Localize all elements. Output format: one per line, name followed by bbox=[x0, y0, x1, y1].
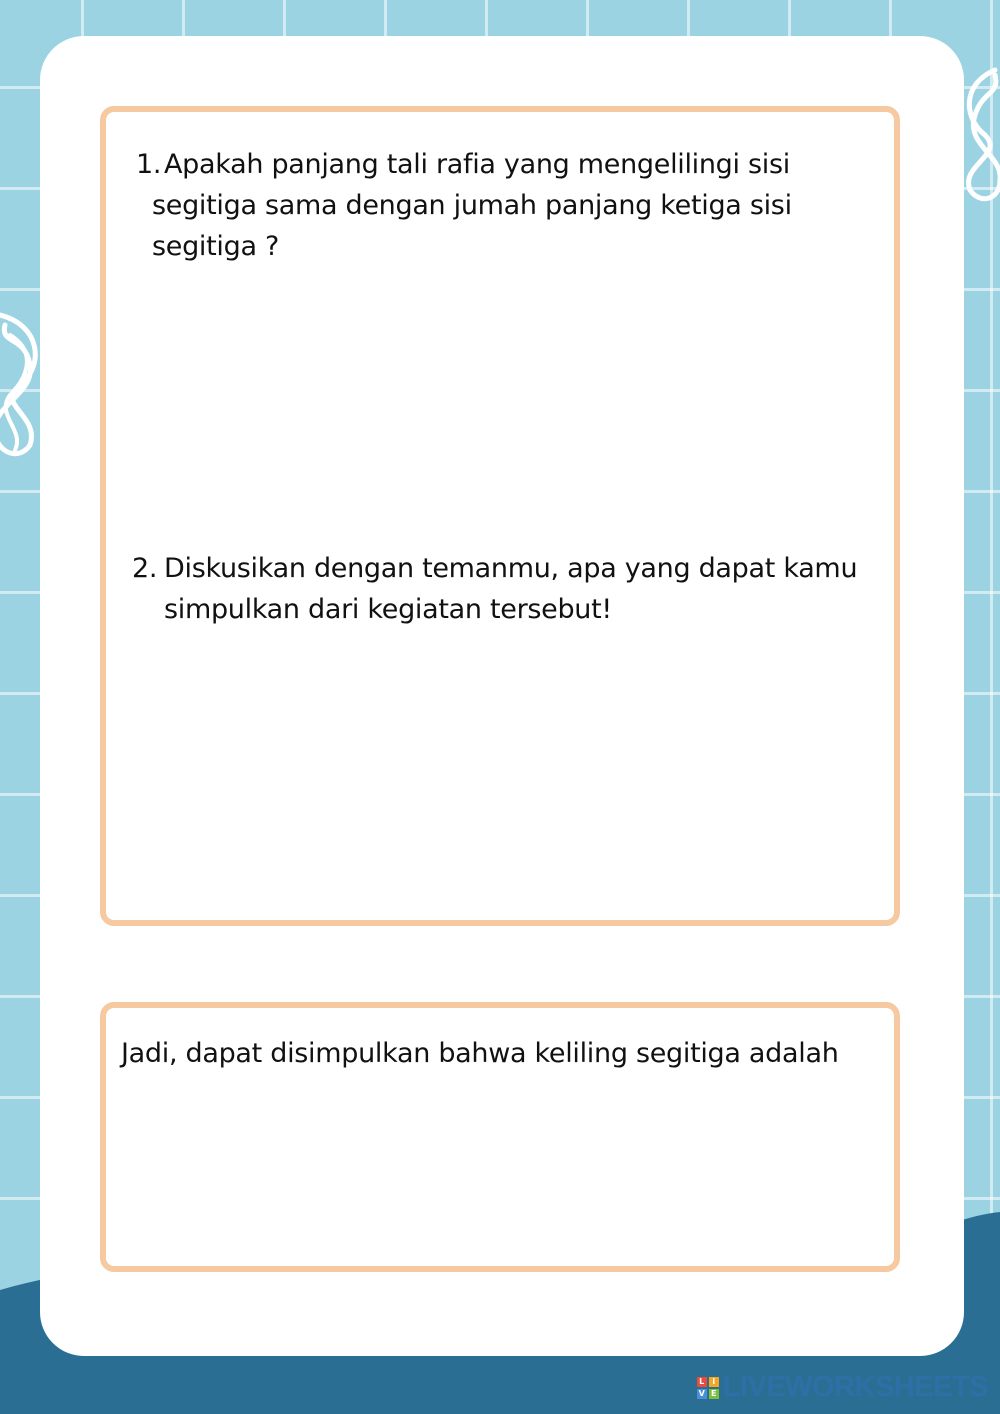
question-1 bbox=[136, 144, 836, 267]
question-2-number: 2. bbox=[132, 553, 158, 584]
conclusion-text: Jadi, dapat disimpulkan bahwa keliling segitiga adalah bbox=[121, 1038, 839, 1069]
question-1-line-3: segitiga ? bbox=[152, 231, 280, 262]
logo-text: LIVEWORKSHEETS bbox=[722, 1371, 988, 1403]
logo-icon: L I V E bbox=[697, 1377, 719, 1399]
question-1-line-2: segitiga sama dengan jumah panjang ketiga sisi bbox=[152, 190, 792, 221]
question-2 bbox=[132, 548, 872, 630]
question-1-number: 1. bbox=[136, 149, 162, 180]
question-2-line-2: simpulkan dari kegiatan tersebut! bbox=[164, 594, 612, 625]
question-2-line-1: Diskusikan dengan temanmu, apa yang dapat kamu bbox=[164, 553, 858, 584]
liveworksheets-logo[interactable] bbox=[697, 1371, 988, 1404]
question-1-line-1: Apakah panjang tali rafia yang mengelilingi sisi bbox=[164, 149, 790, 180]
